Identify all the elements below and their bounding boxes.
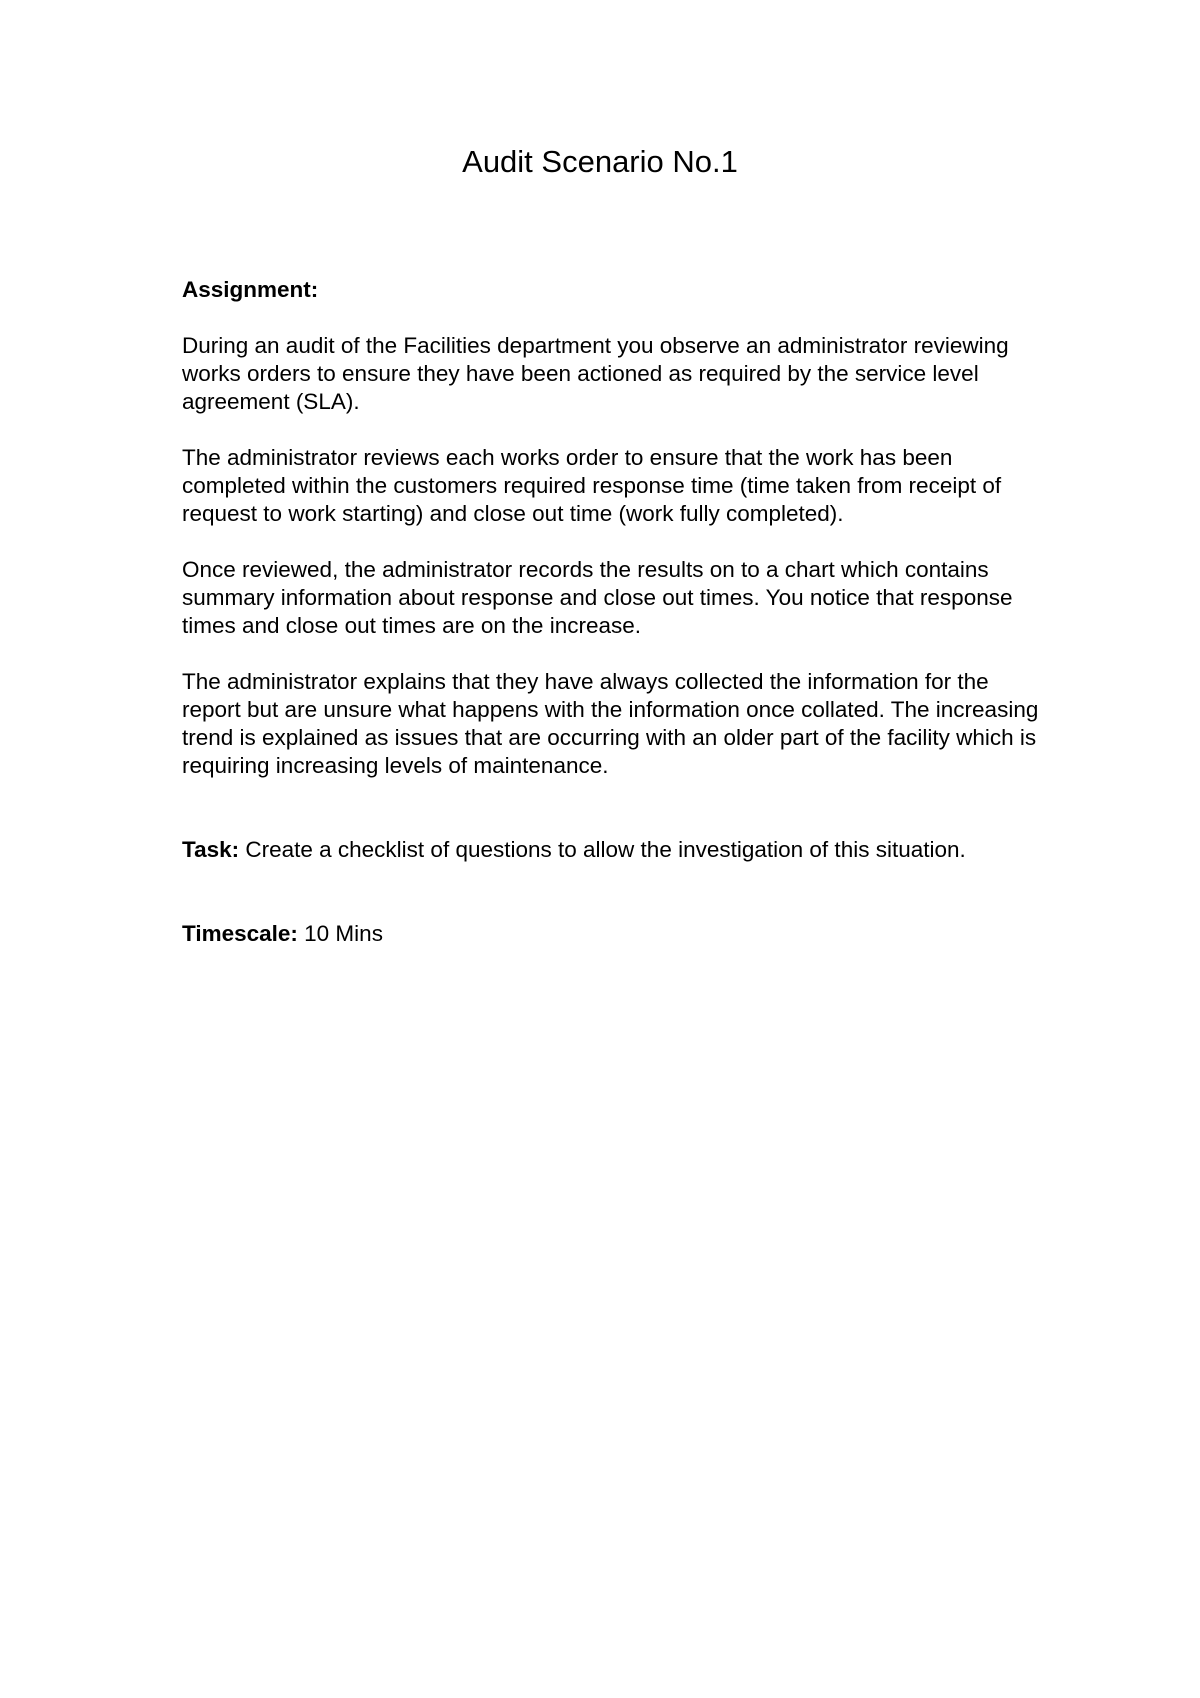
task-text: Create a checklist of questions to allow the investigation of this situation. [239, 837, 966, 862]
task-paragraph [182, 836, 1042, 864]
assignment-heading [182, 276, 1042, 304]
paragraph-3: Once reviewed, the administrator records the results on to a chart which contains summary information about response and close out times. You notice that response times and close out times are on the increase. [182, 557, 1013, 638]
page-title: Audit Scenario No.1 [462, 144, 738, 179]
task-label: Task: [182, 837, 240, 862]
document-body [182, 276, 1042, 948]
paragraph-2: The administrator reviews each works order to ensure that the work has been completed within the customers required response time (time taken from receipt of request to work starting) and close out time (work fully completed). [182, 445, 1002, 526]
paragraph-4: The administrator explains that they have always collected the information for the report but are unsure what happens with the information once collated. The increasing trend is explained as issues that are occurring with an older part of the facility which is requiring increasing levels of maintenance. [182, 669, 1039, 778]
timescale-text: 10 Mins [297, 921, 383, 946]
timescale-paragraph [182, 920, 1042, 948]
assignment-label: Assignment: [182, 277, 319, 302]
paragraph-1: During an audit of the Facilities department you observe an administrator reviewing works orders to ensure they have been actioned as required by the service level agreement (SLA). [182, 333, 1009, 414]
timescale-label: Timescale: [182, 921, 298, 946]
